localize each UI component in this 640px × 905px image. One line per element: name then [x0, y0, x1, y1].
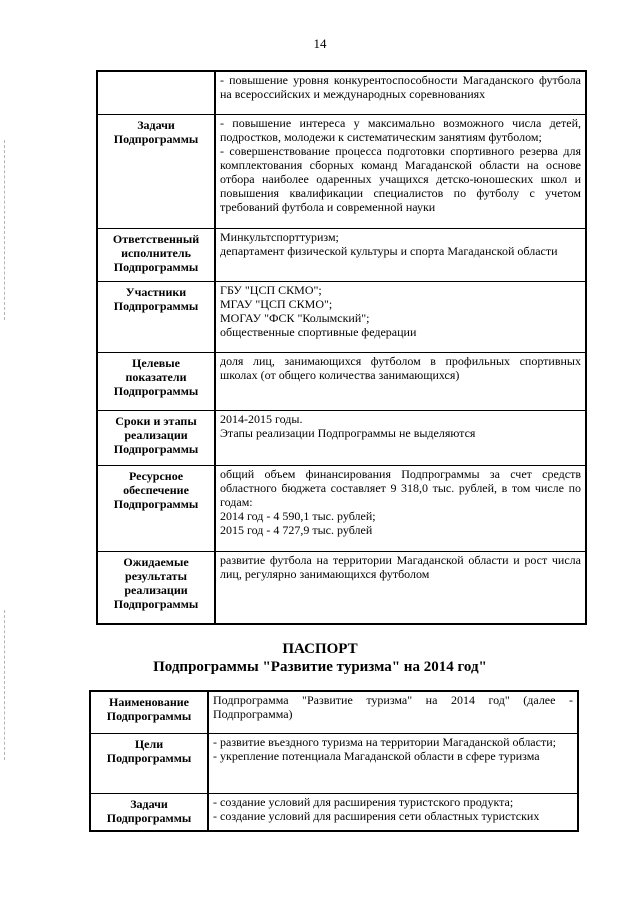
scan-edge-mark — [4, 140, 5, 320]
table-row — [97, 281, 586, 352]
row-label: Ответственный исполнитель Подпрограммы — [97, 228, 215, 281]
row-content — [208, 793, 578, 831]
content-line: МОГАУ "ФСК "Колымский"; — [220, 310, 370, 325]
row-label: Задачи Подпрограммы — [97, 114, 215, 228]
row-label: Целевые показатели Подпрограммы — [97, 352, 215, 410]
section-subtitle: Подпрограммы "Развитие туризма" на 2014 год" — [153, 659, 487, 675]
row-label: Ресурсное обеспечение Подпрограммы — [97, 465, 215, 551]
content-line: - повышение интереса у максимально возможного числа детей, подростков, молодежи к систематическим занятиям футболом; — [220, 115, 581, 144]
row-label: Наименование Подпрограммы — [90, 691, 208, 733]
content-line: Этапы реализации Подпрограммы не выделяются — [220, 425, 476, 440]
scan-edge-mark — [4, 610, 5, 760]
row-label: Участники Подпрограммы — [97, 281, 215, 352]
content-line: - создание условий для расширения туристского продукта; — [213, 794, 514, 809]
content-line: 2014-2015 годы. — [220, 411, 303, 426]
content-line: общий объем финансирования Подпрограммы за счет средств областного бюджета составляет 9 318,0 тыс. рублей, в том числе по годам: — [220, 466, 581, 509]
row-content — [215, 352, 586, 410]
content-line: - повышение уровня конкурентоспособности Магаданского футбола на всероссийских и международных соревнованиях — [220, 73, 581, 101]
table-row — [97, 465, 586, 551]
table-row — [97, 410, 586, 465]
row-content — [215, 410, 586, 465]
row-content — [208, 733, 578, 793]
table-row — [97, 352, 586, 410]
content-line: развитие футбола на территории Магаданской области и рост числа лиц, регулярно занимающихся футболом — [220, 552, 581, 581]
passport-table-tourism — [89, 690, 579, 832]
page-number: 14 — [313, 36, 327, 51]
content-line: Минкультспорттуризм; — [220, 229, 339, 244]
content-line: Подпрограмма "Развитие туризма" на 2014 год" (далее - Подпрограмма) — [213, 693, 573, 721]
row-label: Сроки и этапы реализации Подпрограммы — [97, 410, 215, 465]
row-content — [215, 281, 586, 352]
row-label — [97, 71, 215, 114]
table-row — [97, 71, 586, 114]
row-content — [208, 691, 578, 733]
content-line: - создание условий для расширения сети областных туристских — [213, 808, 540, 823]
row-content — [215, 71, 586, 114]
table-row — [97, 114, 586, 228]
row-label: Ожидаемые результаты реализации Подпрограммы — [97, 551, 215, 624]
content-line: 2015 год - 4 727,9 тыс. рублей — [220, 522, 373, 537]
table-row — [97, 551, 586, 624]
row-content — [215, 465, 586, 551]
content-line: доля лиц, занимающихся футболом в профильных спортивных школах (от общего количества занимающихся) — [220, 353, 581, 382]
row-content — [215, 114, 586, 228]
content-line: 2014 год - 4 590,1 тыс. рублей; — [220, 508, 376, 523]
section-title: ПАСПОРТ — [282, 641, 358, 657]
content-line: общественные спортивные федерации — [220, 324, 417, 339]
content-line: ГБУ "ЦСП СКМО"; — [220, 282, 322, 297]
content-line: МГАУ "ЦСП СКМО"; — [220, 296, 333, 311]
table-row — [90, 691, 578, 733]
row-content — [215, 551, 586, 624]
row-label: Цели Подпрограммы — [90, 733, 208, 793]
row-content — [215, 228, 586, 281]
table-row — [90, 733, 578, 793]
table-row — [90, 793, 578, 831]
content-line: - укрепление потенциала Магаданской области в сфере туризма — [213, 748, 540, 763]
content-line: - развитие въездного туризма на территории Магаданской области; — [213, 734, 556, 749]
table-row — [97, 228, 586, 281]
content-line: департамент физической культуры и спорта Магаданской области — [220, 243, 558, 258]
passport-table-football — [96, 70, 587, 625]
content-line: - совершенствование процесса подготовки спортивного резерва для комплектования сборных команд Магаданской области на основе отбора наиболее одаренных учащихся детско-юношеских школ и повышения квалификации специалистов по футболу с учетом требований футбола и современной науки — [220, 143, 581, 214]
row-label: Задачи Подпрограммы — [90, 793, 208, 831]
